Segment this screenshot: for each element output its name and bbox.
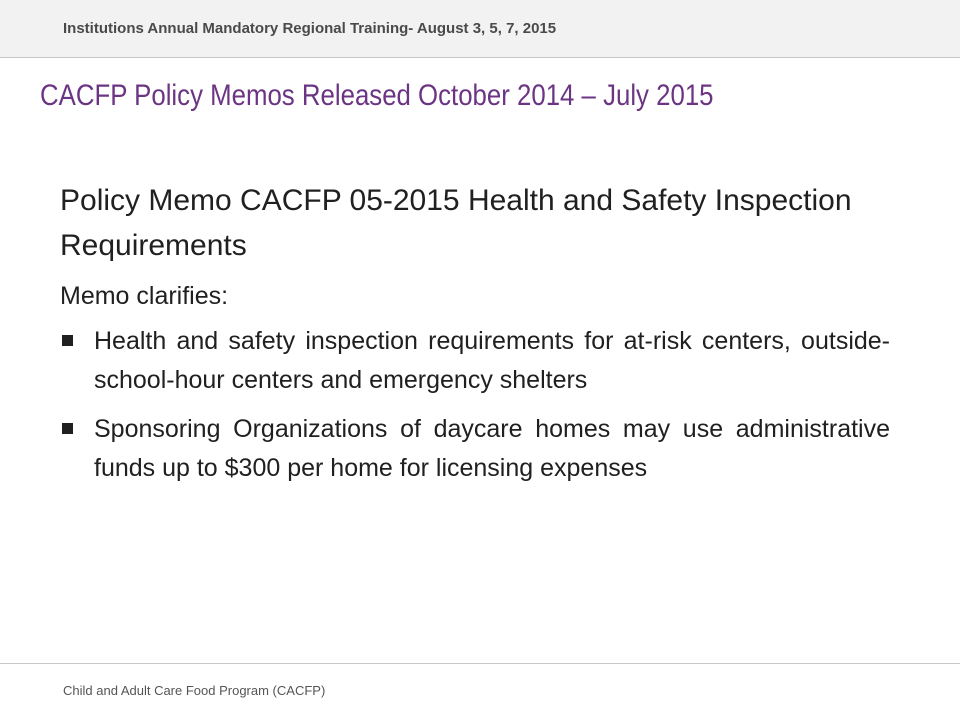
bullet-list: [60, 322, 890, 488]
header-bar: [0, 0, 960, 58]
memo-intro: Memo clarifies:: [60, 282, 229, 310]
bullet-item: [60, 410, 890, 488]
content-area: [60, 178, 890, 498]
slide-title: CACFP Policy Memos Released October 2014 – July 2015: [40, 79, 714, 112]
bullet-text: Sponsoring Organizations of daycare homes may use administrative funds up to $300 per home for licensing expenses: [94, 415, 890, 482]
square-bullet-icon: [62, 335, 73, 346]
header-text: Institutions Annual Mandatory Regional Training- August 3, 5, 7, 2015: [63, 20, 557, 37]
footer-text: Child and Adult Care Food Program (CACFP): [63, 683, 326, 698]
footer-divider: [0, 663, 960, 664]
square-bullet-icon: [62, 423, 73, 434]
bullet-text: Health and safety inspection requirements for at-risk centers, outside-school-hour centers and emergency shelters: [94, 327, 890, 394]
bullet-item: [60, 322, 890, 400]
memo-heading: Policy Memo CACFP 05-2015 Health and Safety Inspection Requirements: [60, 184, 852, 262]
